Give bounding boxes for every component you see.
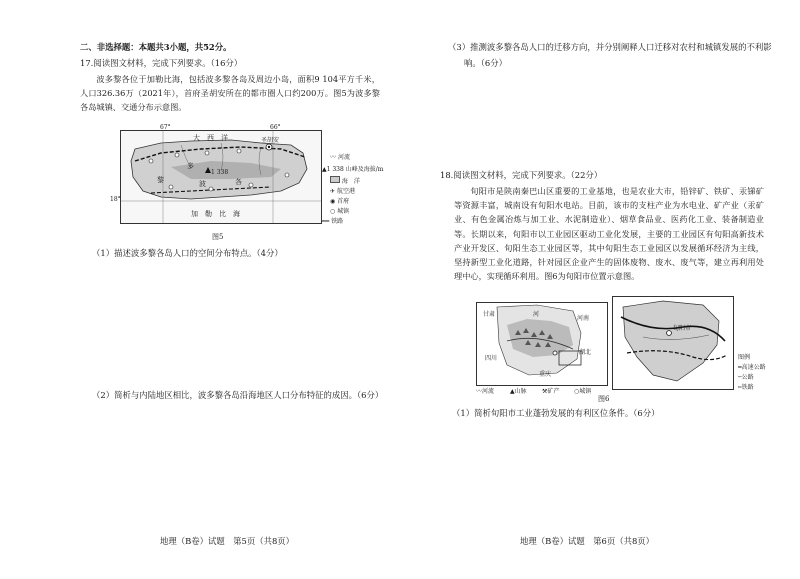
question-17-1: （1）描述波多黎各岛人口的空间分布特点。（4分） xyxy=(92,248,283,258)
question-18-material: 旬阳市是陕南秦巴山区重要的工业基地，也是农业大市，铅锌矿、铁矿、汞锑矿等资源丰富，城南设有旬阳水电站。目前，该市的支柱产业为水电业、矿产业（汞矿业、有色金属冶炼与加工业、水泥制造业）、烟草食品业、医药化工业、装备制造业等。长期以来，旬阳市以工业园区驱动工业化发展，主要的工业园区有旬阳高新技术产业开发区、旬阳生态工业园区等，其中旬阳生态工业园区以发展循环经济为主线，坚持新型工业化道路，针对园区企业产生的固体废物、废水、废气等，建立再利用处理中心，实现循环利用。图6为旬阳市位置示意图。 xyxy=(454,186,764,282)
footer-page-5: 地理（B卷）试题 第5页（共8页） xyxy=(160,536,295,546)
railway-icon: ━━ xyxy=(322,218,330,225)
mine-icon: ⚒ xyxy=(542,388,548,395)
figure-6-location-map xyxy=(476,302,608,386)
atlantic-label: 大 西 洋 xyxy=(193,134,228,142)
airport-icon: ✈ xyxy=(330,188,336,195)
question-17-material: 波多黎各位于加勒比海，包括波多黎各岛及周边小岛，面积9 104平方千米，人口326.36万（2021年），首府圣胡安所在的都市圈人口约200万。图5为波多黎各岛城镇、交通分布示意图。 xyxy=(80,74,380,113)
town-icon: ○ xyxy=(574,388,580,395)
question-17-3-line2: 响。（6分） xyxy=(464,58,508,68)
chongqing-label: 重庆 xyxy=(539,371,552,378)
capital-icon: ◉ xyxy=(330,198,336,205)
island-label-2: 黎 xyxy=(157,176,164,184)
xunyang-label: 旬阳市 xyxy=(673,325,692,332)
peak-label: 1 338 xyxy=(211,169,229,176)
page-6: （3）推测波多黎各岛人口的迁移方向，并分别阐释人口迁移对农村和城镇发展的不利影 响。（6分） 18.阅读图文材料，完成下列要求。（22分） 旬阳市是陕南秦巴山区重要的工业基地，也是农业大市，铅锌矿、铁矿、汞锑矿等资源丰富，城南设有旬阳水电站。目前，该市的支柱产业为水电业、矿产业（汞矿业、有色金属冶炼与加工业、水泥制造业）、烟草食品业、医药化工业、装备制造业等。长期以来，旬阳市以工业园区驱动工业化发展，主要的工业园区有旬阳高新技术产业开发区、旬阳生态工业园区等，其中旬阳生态工业园区以发展循环经济为主线，坚持新型工业化道路，针对园区企业产生的固体废物、废水、废气等，建立再利用处理中心，实现循环利用。图6为旬阳市位置示意图。 甘肃 河南 四川 湖北 重庆 河 〰河流 ▲山脉 ⚒矿产 ○城镇 旬阳市 图例 ━高速公路 ─公路 ┅铁路 图6 （1）简析旬阳市工业蓬勃发展的有利区位条件。（6分） 地理（B卷）试题 第6页（共8页） xyxy=(440,42,772,546)
hubei-label: 湖北 xyxy=(579,349,592,356)
section-title: 二、非选择题：本题共3小题，共52分。 xyxy=(80,42,232,52)
question-18-stem: 18.阅读图文材料，完成下列要求。（22分） xyxy=(440,170,603,180)
henan-label: 河南 xyxy=(577,315,590,322)
latitude-18: 18° xyxy=(110,196,121,203)
gansu-label: 甘肃 xyxy=(483,311,496,318)
island-label-3: 波 xyxy=(199,180,206,188)
river-icon: 〰 xyxy=(476,388,483,395)
island-label-4: 各 xyxy=(235,178,242,186)
figure-6-xunyang-map xyxy=(612,296,734,390)
figure-6-caption: 图6 xyxy=(598,395,610,403)
longitude-66: 66° xyxy=(270,124,281,131)
figure-5-map xyxy=(120,130,322,224)
question-18-1: （1）简析旬阳市工业蓬勃发展的有利区位条件。（6分） xyxy=(452,408,660,418)
xunyang-map-svg xyxy=(613,297,733,389)
river-icon: 〰 xyxy=(330,154,337,161)
island-label-1: 多 xyxy=(187,162,194,170)
river-name-label: 河 xyxy=(533,311,540,318)
town-icon: ○ xyxy=(330,208,336,215)
page-5: 二、非选择题：本题共3小题，共52分。 17.阅读图文材料，完成下列要求。（16分） 波多黎各位于加勒比海，包括波多黎各岛及周边小岛，面积9 104平方千米，人口326.36万（2021年），首府圣胡安所在的都市圈人口约200万。图5为波多黎各岛城镇、交通分布示意图。 大 西 洋 加 勒 比 海 圣胡安 1 338 多 黎 波 各 67° 66° 18° 〰 河流 ▲1 338 山峰及海拔/m 海 洋 ✈ 航空港 ◉ 首府 ○ 城镇 ━━ 铁路 图5 （1）描述波多黎各岛人口的空间分布特点。（4分） （2）简析与内陆地区相比，波多黎各岛沿海地区人口分布特征的成因。（6分） 地理（B卷）试题 第5页（共8页） xyxy=(80,42,384,546)
railway-icon: ┅ xyxy=(738,384,742,391)
sichuan-label: 四川 xyxy=(485,355,498,362)
peak-icon: ▲ xyxy=(322,166,327,173)
mountain-icon: ▲ xyxy=(510,388,515,395)
longitude-67: 67° xyxy=(160,124,171,131)
caribbean-label: 加 勒 比 海 xyxy=(191,210,240,218)
footer-page-6: 地理（B卷）试题 第6页（共8页） xyxy=(520,536,655,546)
question-17-3-line1: （3）推测波多黎各岛人口的迁移方向，并分别阐释人口迁移对农村和城镇发展的不利影 xyxy=(448,42,772,52)
question-17-2: （2）简析与内陆地区相比，波多黎各岛沿海地区人口分布特征的成因。（6分） xyxy=(92,390,384,400)
san-juan-label: 圣胡安 xyxy=(261,137,280,144)
expressway-icon: ━ xyxy=(738,364,742,371)
highway-icon: ─ xyxy=(738,374,742,381)
sea-icon xyxy=(330,176,340,183)
question-17-stem: 17.阅读图文材料，完成下列要求。（16分） xyxy=(80,58,243,68)
figure-5-caption: 图5 xyxy=(212,233,224,241)
